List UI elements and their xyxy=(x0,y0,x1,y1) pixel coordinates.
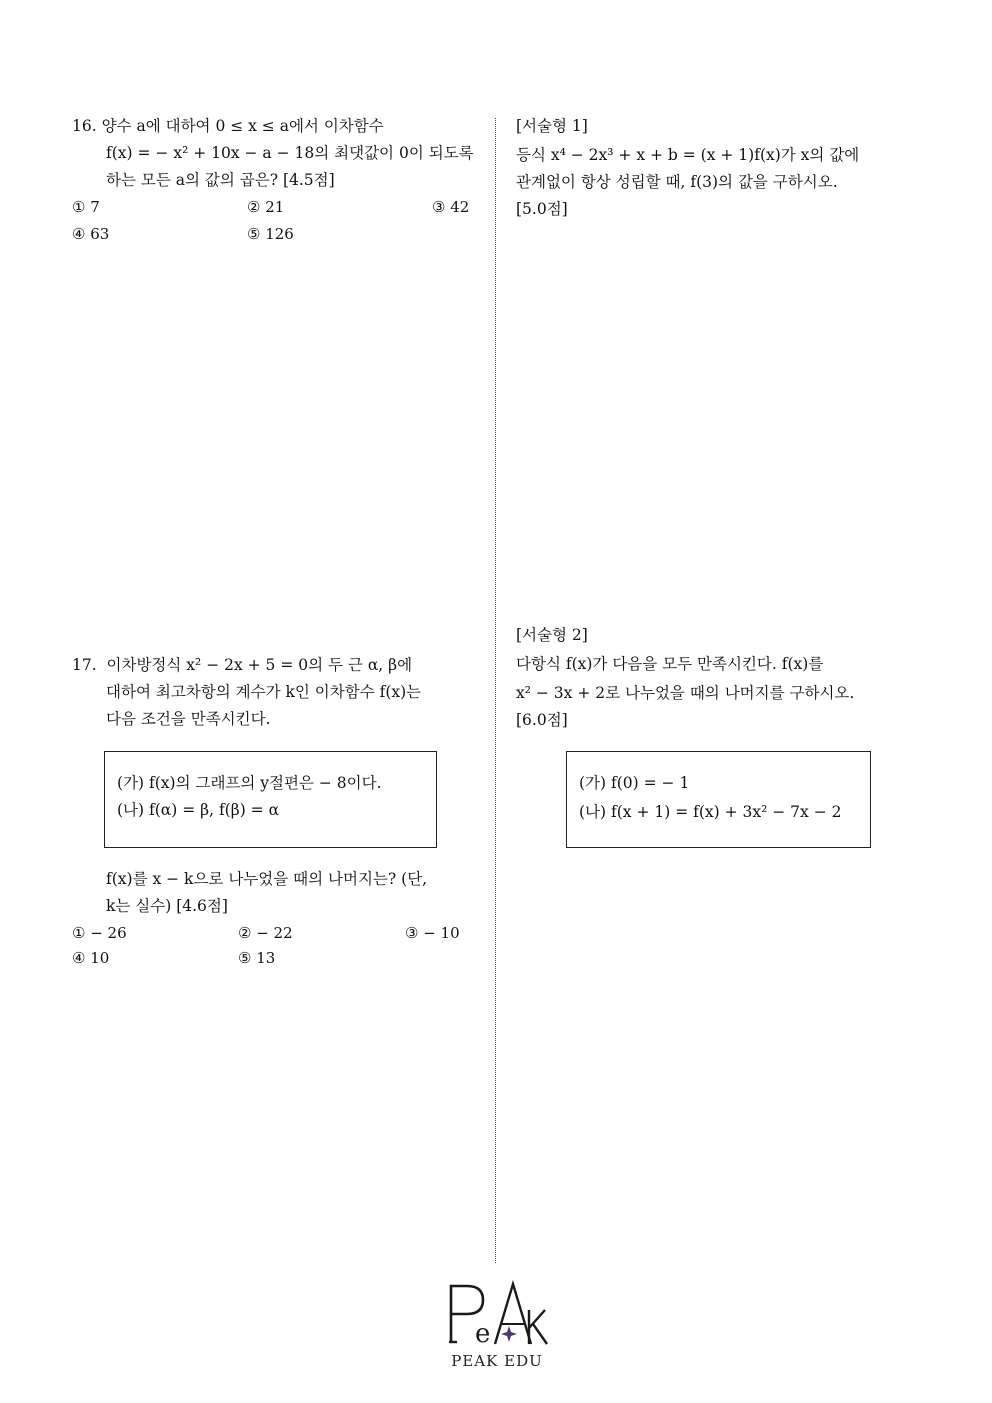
question-17-choices-row-2 xyxy=(72,945,482,972)
question-16-line-2: f(x) = − x² + 10x − a − 18의 최댓값이 0이 되도록 xyxy=(106,144,474,162)
essay-question-2 xyxy=(516,622,876,734)
question-16-choices-row-1 xyxy=(72,194,482,221)
essay-1-title: [서술형 1] xyxy=(516,117,588,135)
question-17 xyxy=(72,652,482,733)
choice-3[interactable]: ③ − 10 xyxy=(405,924,460,942)
question-17-line-3: 다음 조건을 만족시킨다. xyxy=(106,710,271,728)
peak-edu-text: PEAK EDU xyxy=(451,1352,543,1370)
choice-5[interactable]: ⑤ 13 xyxy=(238,949,276,967)
question-17-after-line-2: k는 실수) [4.6점] xyxy=(106,897,228,915)
question-16-line-3: 하는 모든 a의 값의 곱은? [4.5점] xyxy=(106,171,335,189)
question-17-condition-1: (가) f(x)의 그래프의 y절편은 − 8이다. xyxy=(117,774,382,792)
question-16 xyxy=(72,113,482,248)
peak-logo-mark xyxy=(445,1280,549,1350)
essay-1-line-3: [5.0점] xyxy=(516,200,568,218)
question-17-after-line-1: f(x)를 x − k으로 나누었을 때의 나머지는? (단, xyxy=(106,870,428,888)
svg-text:e: e xyxy=(475,1319,491,1349)
column-divider xyxy=(495,118,496,1263)
choice-4[interactable]: ④ 10 xyxy=(72,949,110,967)
essay-1-line-1: 등식 x⁴ − 2x³ + x + b = (x + 1)f(x)가 x의 값에 xyxy=(516,146,860,164)
question-17-line-1 xyxy=(72,652,482,679)
essay-2-condition-box xyxy=(566,751,871,848)
question-17-condition-box xyxy=(104,751,437,848)
question-17-line-2: 대하여 최고차항의 계수가 k인 이차함수 f(x)는 xyxy=(106,683,422,701)
question-17-choices-row-1 xyxy=(72,920,482,947)
choice-1[interactable]: ① 7 xyxy=(72,198,100,216)
essay-2-condition-1: (가) f(0) = − 1 xyxy=(579,774,690,792)
essay-2-line-3: [6.0점] xyxy=(516,711,568,729)
essay-question-1 xyxy=(516,113,876,223)
choice-1[interactable]: ① − 26 xyxy=(72,924,127,942)
choice-4[interactable]: ④ 63 xyxy=(72,225,110,243)
essay-2-line-1: 다항식 f(x)가 다음을 모두 만족시킨다. f(x)를 xyxy=(516,655,824,673)
question-16-choices-row-2 xyxy=(72,221,482,248)
question-17-number: 17. xyxy=(72,656,97,674)
essay-2-condition-2: (나) f(x + 1) = f(x) + 3x² − 7x − 2 xyxy=(579,803,842,821)
question-17-condition-2: (나) f(α) = β, f(β) = α xyxy=(117,801,280,819)
question-17-line-1-text: 이차방정식 x² − 2x + 5 = 0의 두 근 α, β에 xyxy=(106,656,413,674)
question-16-line-1: 16. 양수 a에 대하여 0 ≤ x ≤ a에서 이차함수 xyxy=(72,117,384,135)
essay-1-line-2: 관계없이 항상 성립할 때, f(3)의 값을 구하시오. xyxy=(516,173,838,191)
essay-2-line-2: x² − 3x + 2로 나누었을 때의 나머지를 구하시오. xyxy=(516,684,855,702)
choice-5[interactable]: ⑤ 126 xyxy=(247,225,294,243)
question-17-continued xyxy=(72,866,482,972)
choice-3[interactable]: ③ 42 xyxy=(432,198,470,216)
essay-2-title: [서술형 2] xyxy=(516,626,588,644)
choice-2[interactable]: ② − 22 xyxy=(238,924,293,942)
choice-2[interactable]: ② 21 xyxy=(247,198,285,216)
